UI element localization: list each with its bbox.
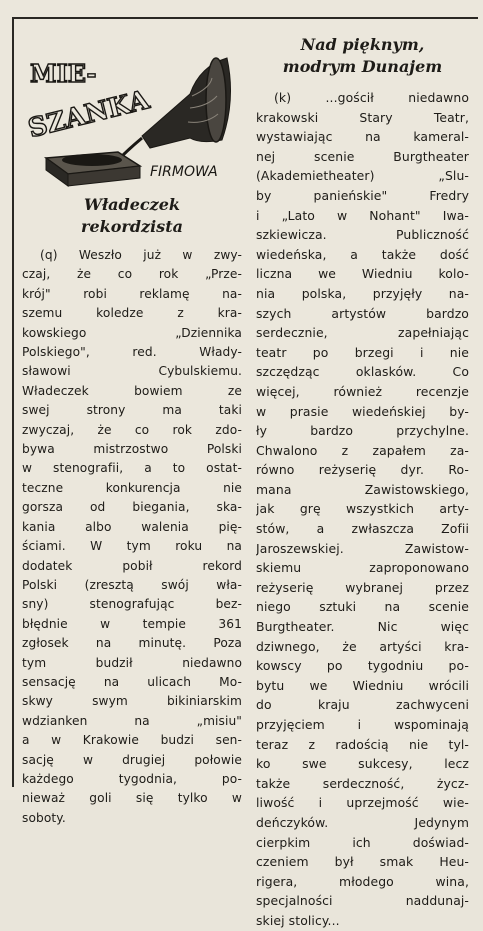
text-line: stów, a zwłaszcza Zofii xyxy=(256,521,469,537)
text-line: nej scenie Burgtheater xyxy=(256,148,469,164)
text-line: kowscy po tygodniu po- xyxy=(256,658,469,674)
text-line: wystawiając na kameral- xyxy=(256,129,469,145)
text-line: równo reżyserię dyr. Ro- xyxy=(256,462,469,478)
text-line: soboty. xyxy=(22,810,66,825)
text-line: dodatek pobił rekord xyxy=(22,558,242,573)
text-line: w prasie wiedeńskiej by- xyxy=(256,403,469,419)
text-line: teatr po brzegi i nie xyxy=(256,344,469,360)
text-line: cierpkim ich doświad- xyxy=(256,834,469,850)
text-line: dziwnego, że artyści kra- xyxy=(256,638,469,654)
text-line: Władeczek bowiem ze xyxy=(22,383,242,398)
text-line: teczne konkurencja nie xyxy=(22,480,242,495)
text-line: krój" robi reklamę na- xyxy=(22,286,242,301)
left-headline: Władeczek rekordzista xyxy=(81,195,183,236)
text-line: jak grę wszystkich arty- xyxy=(256,501,469,517)
text-line: ko swe sukcesy, lecz xyxy=(256,756,469,772)
text-line: (Akademietheater) „Slu- xyxy=(256,168,469,184)
text-line: i „Lato w Nohant" Iwa- xyxy=(256,207,469,223)
text-line: zwyczaj, że co rok zdo- xyxy=(22,422,242,437)
text-line: liczna we Wiedniu kolo- xyxy=(256,266,469,282)
left-article-body xyxy=(22,246,242,828)
text-line: w stenografii, a to ostat- xyxy=(22,461,242,476)
text-line: teraz z radością nie tyl- xyxy=(256,736,469,752)
text-line: krakowski Stary Teatr, xyxy=(256,109,469,125)
text-line: liwość i uprzejmość wie- xyxy=(256,795,469,811)
text-line: czeniem był smak Heu- xyxy=(256,854,469,870)
text-line: sensację na ulicach Mo- xyxy=(22,674,242,689)
text-line: szkiewicza. Publiczność xyxy=(256,227,469,243)
text-line: Polski (zresztą swój wła- xyxy=(22,577,242,592)
text-line: skiej stolicy... xyxy=(256,912,340,928)
text-line: zgłosek na minutę. Poza xyxy=(22,636,242,651)
right-headline: Nad pięknym, modrym Dunajem xyxy=(282,35,443,76)
text-line: swej strony ma taki xyxy=(22,403,242,418)
logo-word: MIE- xyxy=(30,59,97,88)
text-line: (k) ...gościł niedawno xyxy=(274,90,469,105)
text-line: czaj, że co rok „Prze- xyxy=(22,267,242,282)
text-line: Burgtheater. Nic więc xyxy=(256,619,469,635)
text-line: skiemu zaproponowano xyxy=(256,560,469,576)
text-line: tym budził niedawno xyxy=(22,655,242,670)
text-line: ściami. W tym roku na xyxy=(22,539,242,554)
text-line: do kraju zachwyceni xyxy=(256,697,469,713)
text-line: Polskiego", red. Włady- xyxy=(22,345,242,360)
text-line: Jaroszewskiej. Zawistow- xyxy=(256,540,469,556)
gramophone-logo xyxy=(22,48,242,188)
text-line: przyjęciem i wspominają xyxy=(256,717,469,732)
text-line: sny) stenografując bez- xyxy=(22,597,242,612)
text-line: kowskiego „Dziennika xyxy=(22,325,242,340)
text-line: szemu koledze z kra- xyxy=(22,306,242,321)
text-line: szczędząc oklasków. Co xyxy=(256,364,469,380)
text-line: gorsza od biegania, ska- xyxy=(22,500,242,515)
text-line: kania albo walenia pię- xyxy=(22,519,242,534)
text-line: reżyserię wybranej przez xyxy=(256,579,469,595)
text-line: by panieńskie" Fredry xyxy=(256,187,469,203)
svg-text:SZANKA: SZANKA xyxy=(25,85,153,145)
text-line: skwy swym bikiniarskim xyxy=(22,694,242,709)
text-line: nia polska, przyjęły na- xyxy=(256,285,469,301)
text-line: szych artystów bardzo xyxy=(256,305,469,321)
text-line: rigera, młodego wina, xyxy=(256,873,469,889)
text-line: więcej, również recenzje xyxy=(256,383,469,399)
text-line: bywa mistrzostwo Polski xyxy=(22,442,242,457)
text-line: każdego tygodnia, po- xyxy=(22,771,242,786)
text-line: błędnie w tempie 361 xyxy=(22,616,242,631)
logo-sub: FIRMOWA xyxy=(150,164,218,180)
text-line: sławowi Cybulskiemu. xyxy=(22,364,242,379)
text-line: niego sztuki na scenie xyxy=(256,599,469,615)
text-line: (q) Weszło już w zwy- xyxy=(40,248,242,262)
right-article xyxy=(256,34,469,928)
text-line: wdzianken na „misiu" xyxy=(22,713,242,728)
text-line: a w Krakowie budzi sen- xyxy=(22,733,242,748)
text-line: specjalności naddunaj- xyxy=(256,893,469,909)
text-line: Chwalono z zapałem za- xyxy=(256,442,469,458)
text-line: także serdeczność, życz- xyxy=(256,775,469,791)
text-line: deńczyków. Jedynym xyxy=(256,814,469,830)
text-line: bytu we Wiedniu wrócili xyxy=(256,677,469,693)
text-line: nieważ goli się tylko w xyxy=(22,791,242,806)
text-line: sację w drugiej połowie xyxy=(22,752,242,767)
text-line: ły bardzo przychylne. xyxy=(256,423,469,439)
text-line: mana Zawistowskiego, xyxy=(256,481,469,497)
text-line: serdecznie, zapełniając xyxy=(256,325,469,341)
right-article-body xyxy=(256,88,469,931)
text-line: wiedeńska, a także dość xyxy=(256,246,469,262)
left-article xyxy=(22,48,242,825)
